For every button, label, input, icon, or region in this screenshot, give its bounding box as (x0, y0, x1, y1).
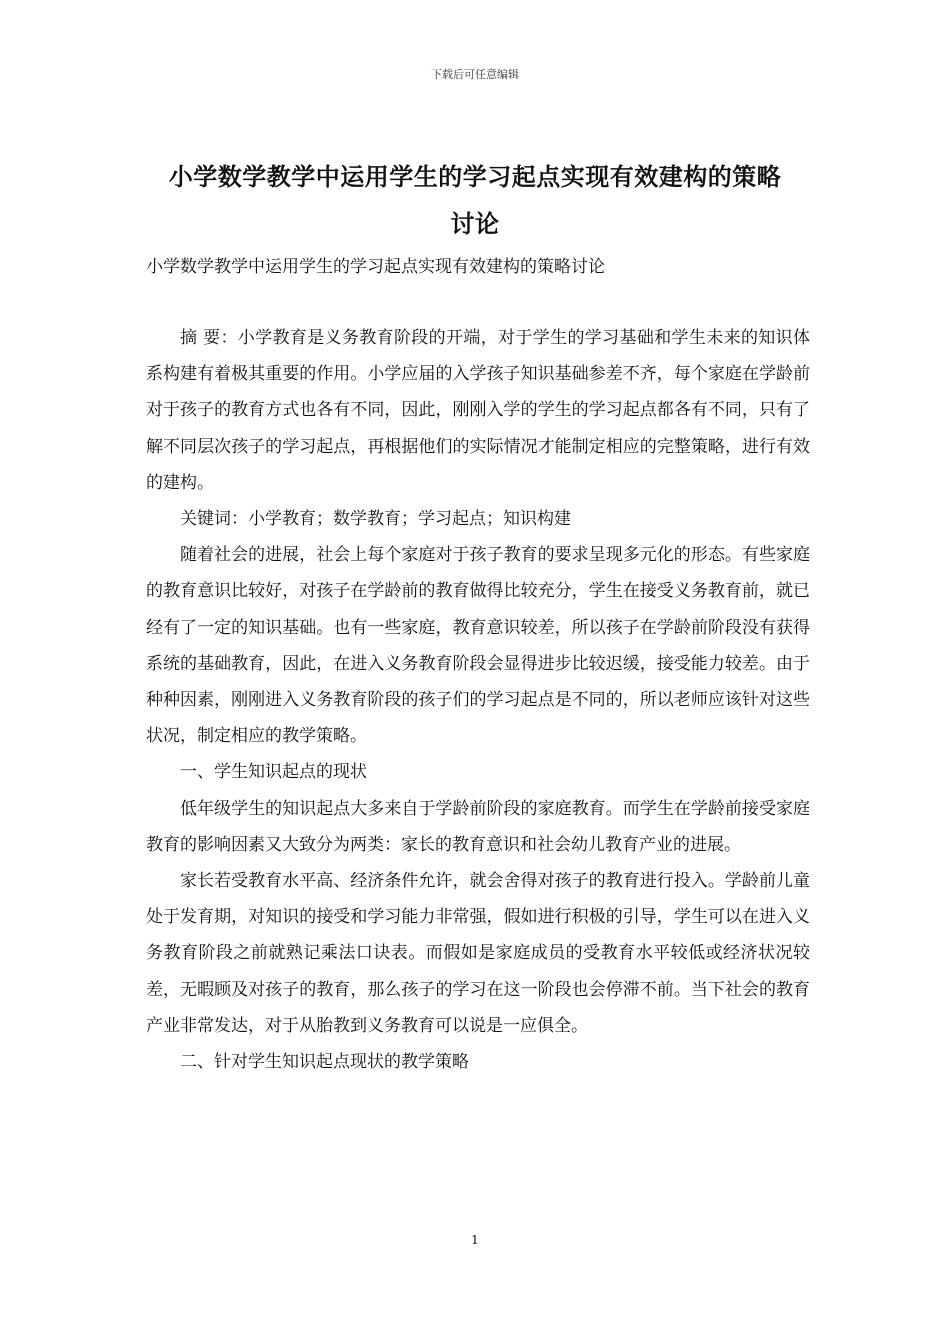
header-note: 下载后可任意编辑 (431, 68, 519, 81)
section-heading-1: 一、学生知识起点的现状 (180, 762, 367, 783)
page-number: 1 (471, 1233, 479, 1247)
body-paragraph: 低年级学生的知识起点大多来自于学龄前阶段的家庭教育。而学生在学龄前接受家庭教育的影响因素又大致分为两类：家长的教育意识和社会幼儿教育产业的进展。 (146, 798, 810, 855)
body-paragraph: 家长若受教育水平高、经济条件允许，就会舍得对孩子的教育进行投入。学龄前儿童处于发育期，对知识的接受和学习能力非常强，假如进行积极的引导，学生可以在进入义务教育阶段之前就熟记乘法口诀表。而假如是家庭成员的受教育水平较低或经济状况较差，无暇顾及对孩子的教育，那么孩子的学习在这一阶段也会停滞不前。当下社会的教育产业非常发达，对于从胎教到义务教育可以说是一应俱全。 (146, 871, 810, 1036)
document-title-line-1: 小学数学教学中运用学生的学习起点实现有效建构的策略 (168, 162, 782, 191)
keywords-paragraph: 关键词：小学教育；数学教育；学习起点；知识构建 (180, 509, 571, 530)
abstract-paragraph: 摘 要：小学教育是义务教育阶段的开端，对于学生的学习基础和学生未来的知识体系构建有着极其重要的作用。小学应届的入学孩子知识基础参差不齐，每个家庭在学龄前对于孩子的教育方式也各有不同，因此，刚刚入学的学生的学习起点都各有不同，只有了解不同层次孩子的学习起点，再根据他们的实际情况才能制定相应的完整策略，进行有效的建构。 (146, 328, 810, 493)
section-heading-2: 二、针对学生知识起点现状的教学策略 (180, 1052, 469, 1073)
document-subtitle: 小学数学教学中运用学生的学习起点实现有效建构的策略讨论 (146, 257, 605, 277)
document-body (146, 320, 810, 1080)
intro-paragraph: 随着社会的进展，社会上每个家庭对于孩子教育的要求呈现多元化的形态。有些家庭的教育意识比较好，对孩子在学龄前的教育做得比较充分，学生在接受义务教育前，就已经有了一定的知识基础。也有一些家庭，教育意识较差，所以孩子在学龄前阶段没有获得系统的基础教育，因此，在进入义务教育阶段会显得进步比较迟缓，接受能力较差。由于种种因素，刚刚进入义务教育阶段的孩子们的学习起点是不同的，所以老师应该针对这些状况，制定相应的教学策略。 (146, 545, 810, 747)
document-title-line-2: 讨论 (450, 209, 500, 238)
